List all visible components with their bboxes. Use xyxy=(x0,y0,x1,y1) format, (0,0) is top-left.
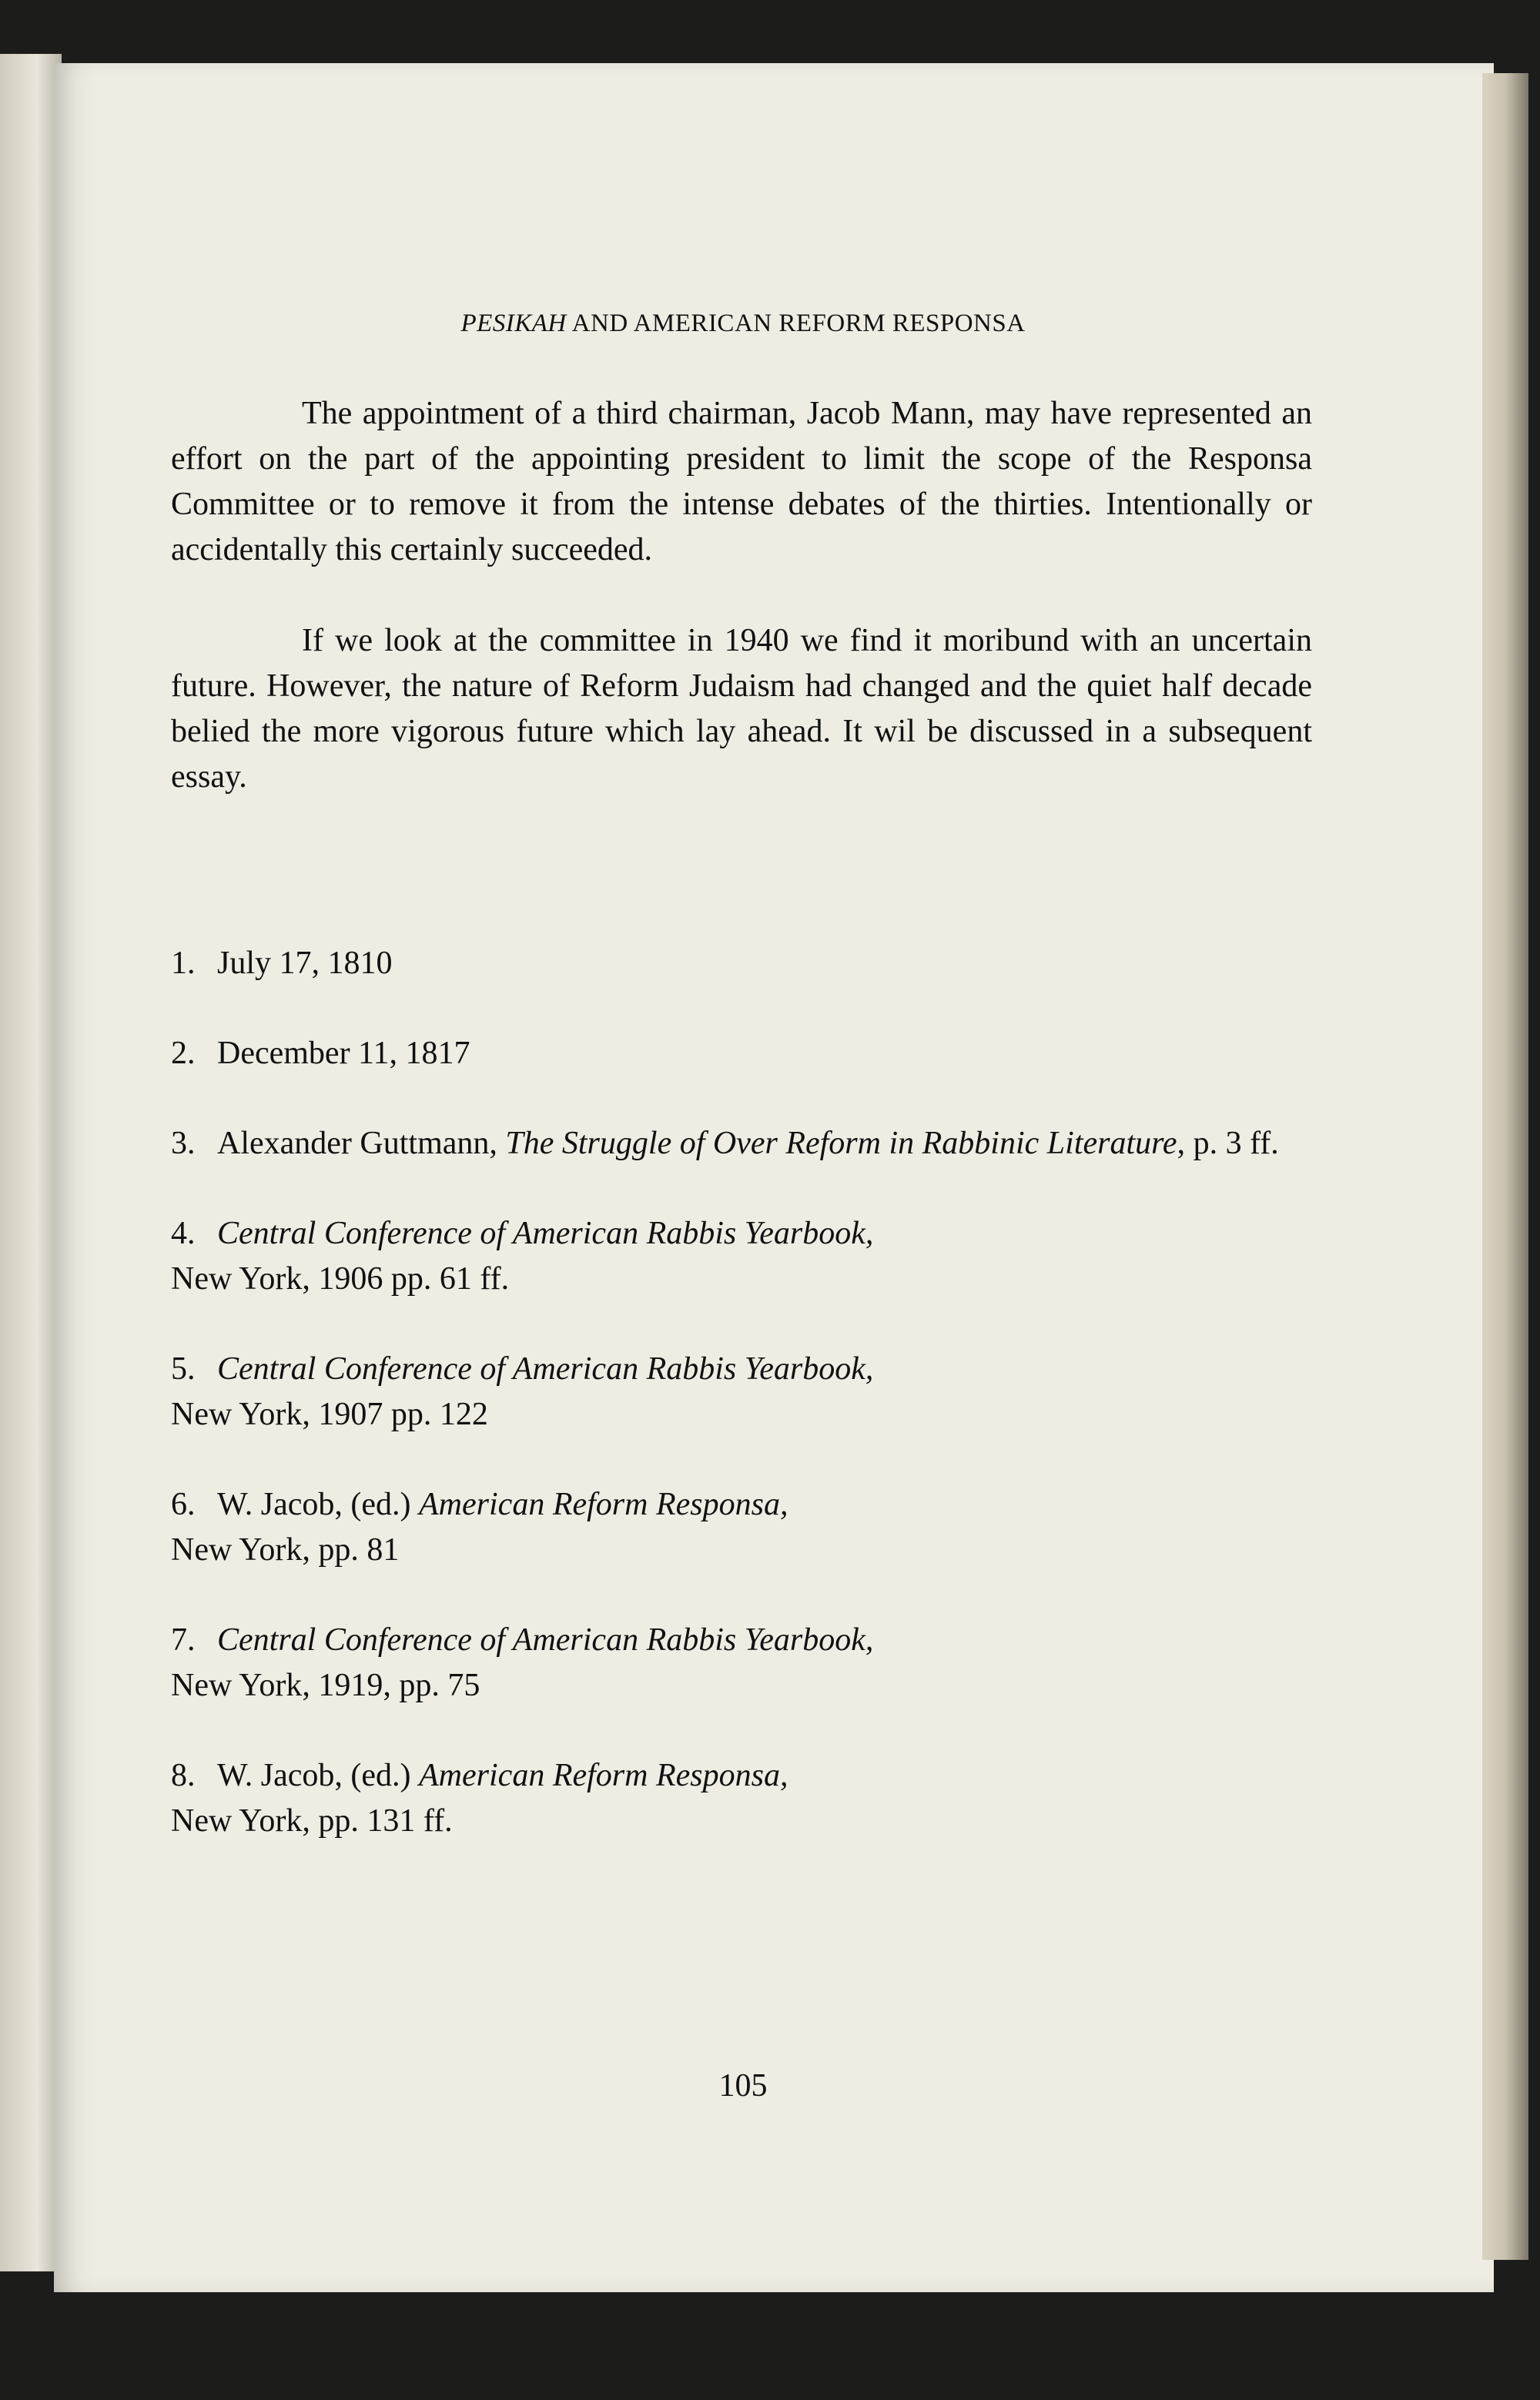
note-text: December 11, 1817 xyxy=(217,1036,470,1071)
note-text: Alexander Guttmann, xyxy=(217,1126,506,1161)
note-number: 2. xyxy=(171,1036,196,1071)
note-text: New York, pp. 131 ff. xyxy=(171,1803,453,1839)
note-number: 4. xyxy=(171,1216,196,1251)
note-title: Central Conference of American Rabbis Yearbook, xyxy=(217,1351,874,1387)
running-head-italic: PESIKAH xyxy=(460,310,567,337)
note-text: W. Jacob, (ed.) xyxy=(217,1487,420,1522)
body-text xyxy=(171,391,1312,845)
note-number: 6. xyxy=(171,1487,196,1522)
endnote-7 xyxy=(171,1618,1312,1709)
note-text: July 17, 1810 xyxy=(217,946,393,981)
paragraph: The appointment of a third chairman, Jacob Mann, may have represented an effort on the part of the appointing president to limit the scope of the Responsa Committee or to remove it from the intense debates of the thirties. Intentionally or accidentally this certainly succeeded. xyxy=(171,396,1312,567)
note-text: New York, 1906 pp. 61 ff. xyxy=(171,1261,510,1297)
endnote-6 xyxy=(171,1482,1312,1573)
facing-page-edge xyxy=(0,54,62,2271)
page-stack-edge xyxy=(1482,73,1528,2260)
note-text: , p. 3 ff. xyxy=(1177,1126,1279,1161)
note-title: American Reform Responsa, xyxy=(419,1487,788,1522)
note-title: Central Conference of American Rabbis Yearbook, xyxy=(217,1622,874,1658)
note-text: New York, 1919, pp. 75 xyxy=(171,1668,480,1703)
endnote-2 xyxy=(171,1031,1312,1076)
note-number: 3. xyxy=(171,1126,196,1161)
note-text: W. Jacob, (ed.) xyxy=(217,1758,420,1793)
note-number: 5. xyxy=(171,1351,196,1387)
note-text: New York, pp. 81 xyxy=(171,1532,400,1568)
running-head-rest: AND AMERICAN REFORM RESPONSA xyxy=(566,310,1026,337)
note-title: The Struggle of Over Reform in Rabbinic Literature xyxy=(505,1126,1177,1161)
endnote-8 xyxy=(171,1753,1312,1844)
running-head xyxy=(0,310,1486,338)
endnote-3 xyxy=(171,1121,1312,1167)
note-title: Central Conference of American Rabbis Yearbook, xyxy=(217,1216,874,1251)
endnote-4 xyxy=(171,1211,1312,1302)
endnote-5 xyxy=(171,1347,1312,1438)
endnote-1 xyxy=(171,941,1312,986)
note-number: 7. xyxy=(171,1622,196,1658)
note-text: New York, 1907 pp. 122 xyxy=(171,1397,488,1432)
page-number: 105 xyxy=(718,2068,768,2104)
endnotes xyxy=(171,941,1312,1889)
note-number: 1. xyxy=(171,946,196,981)
note-title: American Reform Responsa, xyxy=(419,1758,788,1793)
paragraph: If we look at the committee in 1940 we find it moribund with an uncertain future. However, the nature of Reform Judaism had changed and the quiet half decade belied the more vigorous future which lay ahead. It wil be discussed in a subsequent essay. xyxy=(171,623,1312,795)
note-number: 8. xyxy=(171,1758,196,1793)
